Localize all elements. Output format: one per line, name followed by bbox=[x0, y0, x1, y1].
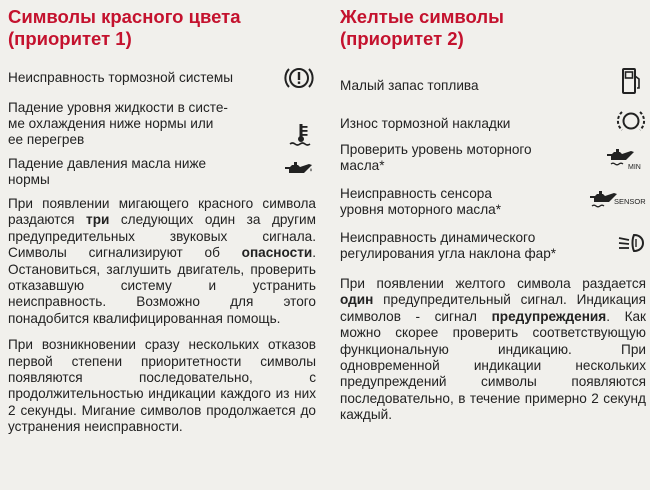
yellow-symbols-heading: Желтые символы (приоритет 2) bbox=[340, 6, 504, 49]
yellow-symbols-column bbox=[340, 6, 646, 424]
entry-text: Падение уровня жидкости в систе- ме охлаждения ниже нормы или ее перегрев bbox=[8, 100, 228, 147]
coolant-temperature-icon bbox=[286, 100, 316, 148]
entry-oil-pressure bbox=[8, 156, 316, 188]
entry-text: Неисправность динамического регулирования угла наклона фар* bbox=[340, 230, 557, 261]
entry-text: Неисправность сенсора уровня моторного масла* bbox=[340, 186, 501, 217]
red-multiple-faults-paragraph: При возникновении сразу нескольких отказов первой степени приоритетности символы появляются последовательно, с продолжительностью индикации каждого из них 2 секунды. Мигание символов продолжается до устранения неисправности. bbox=[8, 337, 316, 435]
entry-text: Малый запас топлива bbox=[340, 78, 479, 93]
bold-danger: опасности bbox=[241, 245, 313, 261]
entry-brake-system bbox=[8, 64, 316, 92]
yellow-description-paragraph: При появлении желтого символа раздается один предупредительный сигнал. Индикация символов - сигнал предупреждения. Как можно скорее проверить соответствующую функциональную индикацию. При одновременной индикации нескольких предупреждений символы появляются последовательно, в течение примерно 2 секунд каждый. bbox=[340, 276, 647, 423]
brake-pad-wear-icon bbox=[616, 108, 646, 134]
bold-three: три bbox=[86, 212, 110, 228]
red-symbols-column bbox=[8, 6, 316, 436]
entry-fuel bbox=[340, 64, 646, 98]
red-symbols-heading: Символы красного цвета (приоритет 1) bbox=[8, 6, 241, 49]
entry-brake-pad bbox=[340, 108, 646, 134]
entry-coolant bbox=[8, 100, 316, 148]
bold-warning: предупреждения bbox=[491, 308, 607, 324]
fuel-icon bbox=[616, 64, 646, 98]
bold-one: один bbox=[340, 292, 374, 308]
entry-text: Износ тормозной накладки bbox=[340, 116, 511, 131]
entry-oil-level bbox=[340, 142, 646, 174]
entry-text: Проверить уровень моторного масла* bbox=[340, 142, 532, 173]
red-description-paragraph: При появлении мигающего красного символа раздаются три следующих один за другим предупредительных звуковых сигнала. Символы сигнализируют об опасности. Остановиться, заглушить двигатель, проверить отказавшую систему и устранить неисправность. Возможно для этого понадобится квалифицированная помощь. bbox=[8, 196, 316, 326]
brake-warning-icon bbox=[282, 64, 316, 92]
entry-oil-sensor bbox=[340, 186, 646, 218]
svg-text:SENSOR: SENSOR bbox=[614, 197, 646, 206]
entry-headlight-leveling bbox=[340, 230, 646, 262]
entry-text: Падение давления масла ниже нормы bbox=[8, 156, 207, 187]
oil-sensor-icon bbox=[586, 186, 646, 212]
headlight-leveling-icon bbox=[616, 230, 646, 256]
svg-text:MIN: MIN bbox=[628, 164, 641, 171]
oil-level-min-icon bbox=[604, 142, 646, 174]
oil-pressure-icon bbox=[280, 156, 316, 182]
entry-text: Неисправность тормозной системы bbox=[8, 70, 233, 85]
